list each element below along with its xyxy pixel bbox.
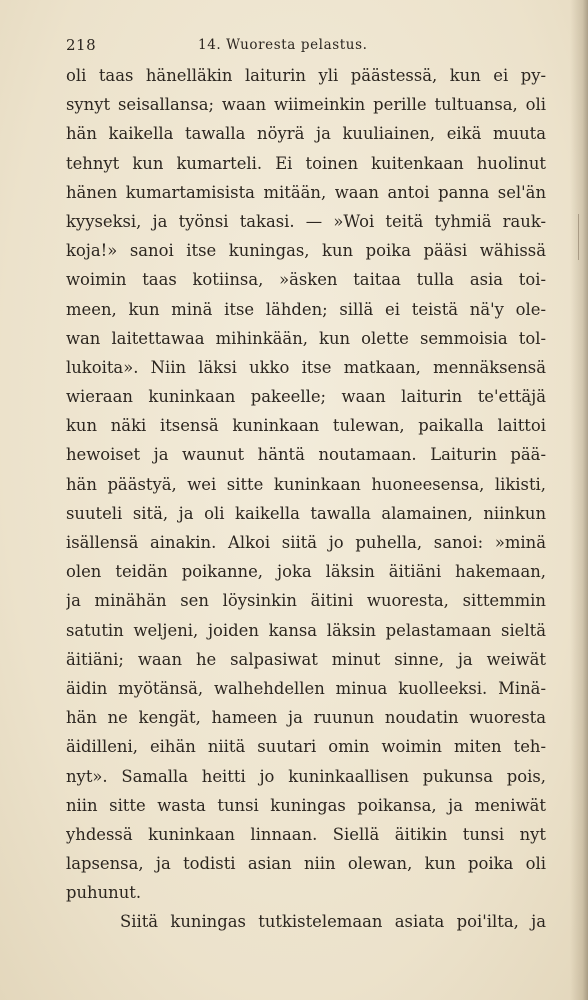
text-line: hän päästyä, wei sitte kuninkaan huoneesensa, likisti,	[66, 474, 546, 494]
text-line: koja!» sanoi itse kuningas, kun poika pääsi wähissä	[66, 241, 546, 261]
text-line: lapsensa, ja todisti asian niin olewan, kun poika oli	[66, 854, 546, 874]
text-line: oli taas hänelläkin laiturin yli päästessä, kun ei py-	[66, 66, 546, 85]
running-head: 14. Wuoresta pelastus.	[198, 37, 368, 53]
text-line: äitiäni; waan he salpasiwat minut sinne, ja weiwät	[66, 649, 546, 669]
text-line: nyt». Samalla heitti jo kuninkaallisen pukunsa pois,	[66, 766, 546, 786]
paragraph-start-line: Siitä kuningas tutkistelemaan asiata poi'ilta, ja	[120, 912, 546, 932]
page-number: 218	[66, 36, 97, 54]
text-line: hewoiset ja waunut häntä noutamaan. Laiturin pää-	[66, 445, 546, 465]
text-line: lukoita». Niin läksi ukko itse matkaan, mennäksensä	[66, 357, 546, 377]
text-line: tehnyt kun kumarteli. Ei toinen kuitenkaan huolinut	[66, 153, 546, 173]
text-line: äidilleni, eihän niitä suutari omin woimin miten teh-	[66, 737, 546, 757]
text-line: kun näki itsensä kuninkaan tulewan, paikalla laittoi	[66, 416, 546, 436]
text-line: hänen kumartamisista mitään, waan antoi panna sel'än	[66, 182, 546, 202]
text-line: hän kaikella tawalla nöyrä ja kuuliainen, eikä muuta	[66, 124, 546, 144]
text-line: meen, kun minä itse lähden; sillä ei teistä nä'y ole-	[66, 299, 546, 319]
text-line: kyyseksi, ja työnsi takasi. — »Woi teitä tyhmiä rauk-	[66, 211, 546, 231]
body-text	[66, 61, 546, 937]
text-line: wan laitettawaa mihinkään, kun olette semmoisia tol-	[66, 328, 546, 348]
text-line: synyt seisallansa; waan wiimeinkin perille tultuansa, oli	[66, 95, 546, 115]
text-line: satutin weljeni, joiden kansa läksin pelastamaan sieltä	[66, 620, 546, 640]
text-line: yhdessä kuninkaan linnaan. Siellä äitikin tunsi nyt	[66, 824, 546, 844]
margin-mark	[578, 214, 579, 260]
text-line: hän ne kengät, hameen ja ruunun noudatin wuoresta	[66, 708, 546, 728]
text-line: wieraan kuninkaan pakeelle; waan laiturin te'ettäjä	[66, 387, 546, 407]
text-line: isällensä ainakin. Alkoi siitä jo puhella, sanoi: »minä	[66, 533, 546, 552]
text-line: olen teidän poikanne, joka läksin äitiäni hakemaan,	[66, 562, 546, 582]
paragraph-end-line: puhunut.	[66, 883, 142, 903]
text-line: äidin myötänsä, walhehdellen minua kuolleeksi. Minä-	[66, 678, 546, 698]
page-header	[66, 36, 548, 58]
text-line: niin sitte wasta tunsi kuningas poikansa, ja meniwät	[66, 795, 546, 815]
text-line: ja minähän sen löysinkin äitini wuoresta, sittemmin	[66, 591, 546, 611]
text-line: suuteli sitä, ja oli kaikella tawalla alamainen, niinkun	[66, 503, 546, 523]
page-edge-shadow	[570, 0, 588, 1000]
text-line: woimin taas kotiinsa, »äsken taitaa tulla asia toi-	[66, 270, 546, 290]
